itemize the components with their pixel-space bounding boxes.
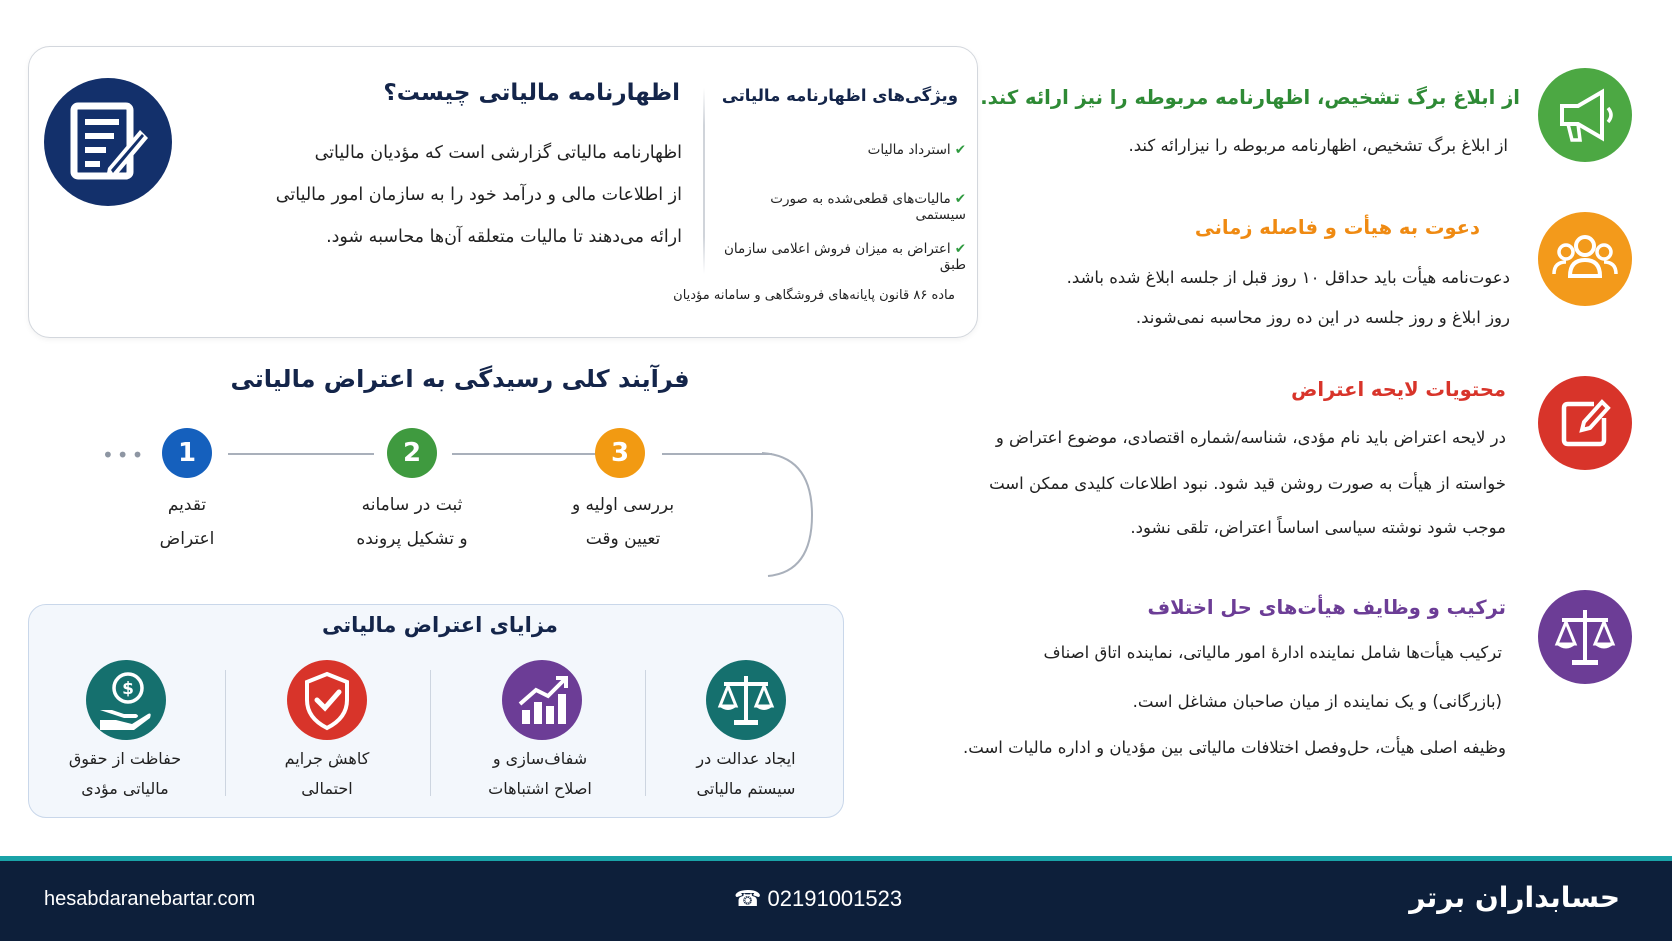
benefit-label-line: اصلاح اشتباهات (488, 779, 592, 798)
step-label-line: تعیین وقت (585, 529, 661, 549)
section-4-text-line: وظیفه اصلی هیأت، حل‌وفصل اختلافات مالیاتی بین مؤدیان و اداره مالیات است. (963, 738, 1506, 757)
footer-website[interactable]: hesabdaranebartar.com (44, 888, 256, 910)
section-4-text-line: (بازرگانی) و یک نماینده از میان صاحبان مشاغل است. (1132, 692, 1502, 711)
step-3-label (538, 488, 708, 556)
edit-icon (1538, 376, 1632, 470)
intro-title: اظهارنامه مالیاتی چیست؟ (383, 80, 680, 106)
features-note: ماده ۸۶ قانون پایانه‌های فروشگاهی و سامانه مؤدیان (673, 288, 955, 303)
connector-line (228, 453, 374, 455)
more-dots: ••• (102, 443, 147, 467)
benefit-label (661, 744, 831, 804)
benefit-label (455, 744, 625, 804)
svg-text:$: $ (122, 679, 134, 699)
benefit-label-line: سیستم مالیاتی (696, 779, 796, 798)
benefit-label-line: ایجاد عدالت در (696, 749, 796, 768)
benefit-label-line: شفاف‌سازی و (492, 749, 588, 768)
check-icon: ✔ (954, 142, 966, 158)
step-label-line: اعتراض (159, 529, 215, 549)
feature-item (716, 191, 966, 223)
section-2-text-line: روز ابلاغ و روز جلسه در این ده روز محاسبه نمی‌شوند. (1135, 308, 1510, 327)
section-3-text-line: خواسته از هیأت به صورت روشن قید شود. نبود اطلاعات کلیدی ممکن است (989, 474, 1506, 493)
section-2-title: دعوت به هیأت و فاصله زمانی (1194, 216, 1480, 239)
people-group-icon (1538, 212, 1632, 306)
benefit-divider (225, 670, 226, 796)
benefit-divider (645, 670, 646, 796)
check-icon: ✔ (954, 241, 966, 257)
step-2-number: 2 (387, 428, 437, 478)
growth-chart-icon (502, 660, 582, 740)
hand-money-icon (86, 660, 166, 740)
section-3-text-line: در لایحه اعتراض باید نام مؤدی، شناسه/شماره اقتصادی، موضوع اعتراض و (995, 428, 1506, 447)
intro-body-line: ارائه می‌دهند تا مالیات متعلقه آن‌ها محاسبه شود. (326, 227, 682, 247)
step-label-line: تقدیم (167, 495, 207, 515)
process-title: فرآیند کلی رسیدگی به اعتراض مالیاتی (230, 365, 690, 393)
section-3-text-line: موجب شود نوشته سیاسی اساساً اعتراض، تلقی نشود. (1130, 518, 1506, 537)
feature-label: اعتراض به میزان فروش اعلامی سازمان طبق (723, 241, 966, 273)
features-title: ویژگی‌های اظهارنامه مالیاتی (721, 86, 958, 105)
footer-phone[interactable]: ☎ 02191001523 (734, 886, 903, 911)
section-1-title: از ابلاغ برگ تشخیص، اظهارنامه مربوطه را نیز ارائه کند. (980, 86, 1520, 109)
step-1-label (102, 488, 272, 556)
section-4-text-line: ترکیب هیأت‌ها شامل نماینده ادارۀ امور مالیاتی، نماینده اتاق اصناف (1043, 643, 1502, 662)
benefit-label (242, 744, 412, 804)
feature-label: مالیات‌های قطعی‌شده به صورت سیستمی (770, 191, 966, 223)
scales-icon (706, 660, 786, 740)
section-1-text: از ابلاغ برگ تشخیص، اظهارنامه مربوطه را نیزارائه کند. (1128, 136, 1508, 155)
shield-check-icon (287, 660, 367, 740)
connector-line (662, 453, 772, 455)
check-icon: ✔ (954, 191, 966, 207)
megaphone-icon (1538, 68, 1632, 162)
benefit-label-line: کاهش جرایم (284, 749, 370, 768)
benefit-label-line: احتمالی (301, 779, 353, 798)
step-label-line: و تشکیل پرونده (356, 529, 468, 549)
card-divider (703, 88, 705, 274)
connector-line (452, 453, 598, 455)
intro-body-line: اظهارنامه مالیاتی گزارشی است که مؤدیان مالیاتی (314, 143, 682, 163)
feature-label: استرداد مالیات (867, 142, 951, 158)
step-label-line: بررسی اولیه و (571, 495, 675, 515)
feature-item (716, 142, 966, 158)
benefit-divider (430, 670, 431, 796)
step-label-line: ثبت در سامانه (361, 495, 463, 515)
section-2-text-line: دعوت‌نامه هیأت باید حداقل ۱۰ روز قبل از جلسه ابلاغ شده باشد. (1066, 268, 1510, 287)
feature-item (716, 241, 966, 273)
benefits-title: مزایای اعتراض مالیاتی (322, 613, 558, 637)
benefit-label-line: حفاظت از حقوق (68, 749, 182, 768)
benefit-label-line: مالیاتی مؤدی (81, 779, 169, 798)
document-edit-icon (44, 78, 172, 206)
step-1-number: 1 (162, 428, 212, 478)
intro-body (200, 132, 682, 258)
section-4-title: ترکیب و وظایف هیأت‌های حل اختلاف (1147, 596, 1506, 619)
section-3-title: محتویات لایحه اعتراض (1291, 378, 1506, 401)
intro-body-line: از اطلاعات مالی و درآمد خود را به سازمان امور مالیاتی (275, 185, 682, 205)
process-curve (760, 452, 820, 578)
step-2-label (327, 488, 497, 556)
step-3-number: 3 (595, 428, 645, 478)
scales-icon (1538, 590, 1632, 684)
benefit-label (40, 744, 210, 804)
footer-brand: حسابداران برتر (1409, 881, 1620, 914)
